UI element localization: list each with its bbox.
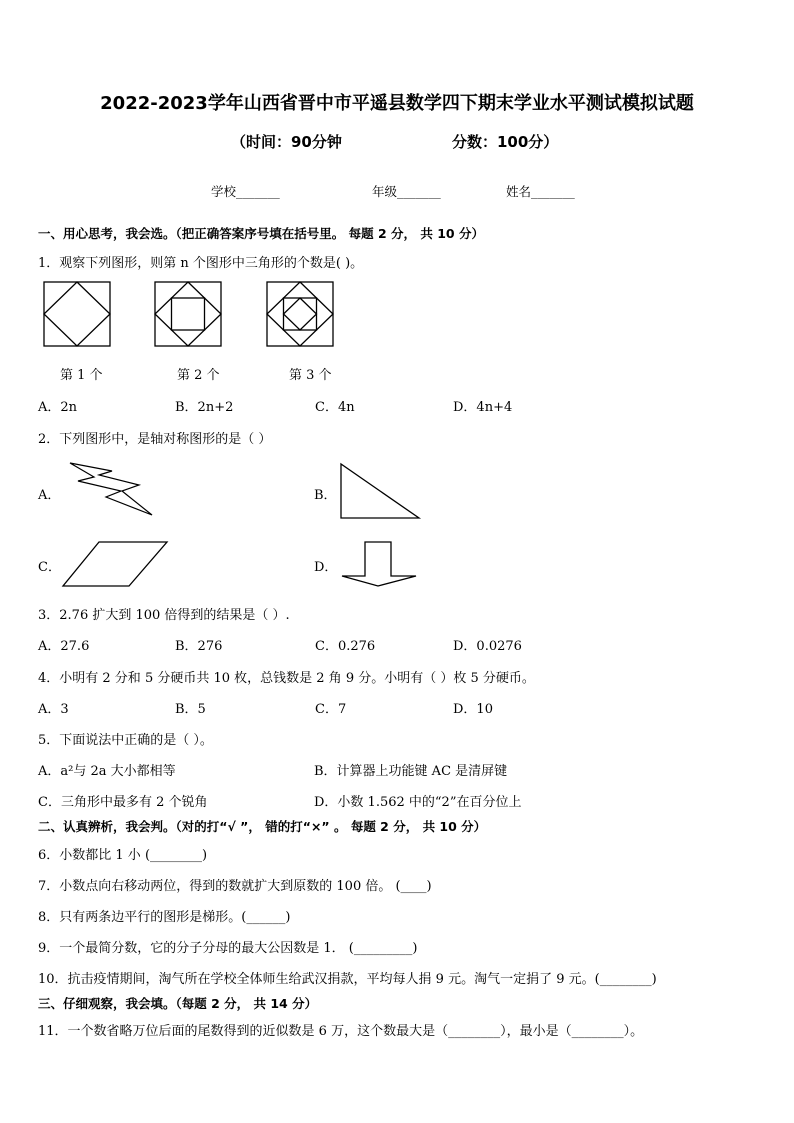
q5-option-b: B．计算器上功能键 AC 是清屏键 (314, 764, 508, 779)
q3-option-d: D．0.0276 (453, 639, 522, 654)
q1-option-a: A．2n (38, 400, 78, 415)
section3-title: 三、仔细观察，我会填。（每题 2 分， 共 14 分） (38, 996, 318, 1011)
q2-option-d: D． (314, 560, 338, 575)
page-title: 2022-2023学年山西省晋中市平遥县数学四下期末学业水平测试模拟试题 (100, 93, 694, 114)
name-field: 姓名_______ (506, 184, 575, 199)
figure-1 (43, 281, 111, 347)
q2-option-a: A． (38, 488, 61, 503)
q3-option-a: A．27.6 (38, 639, 90, 654)
q5-option-c: C．三角形中最多有 2 个锐角 (38, 795, 208, 810)
q1-option-b: B．2n+2 (175, 400, 234, 415)
parallelogram-shape (61, 540, 169, 588)
school-field: 学校_______ (211, 184, 280, 199)
question-8: 8．只有两条边平行的图形是梯形。(______) (38, 910, 291, 925)
q3-option-b: B．276 (175, 639, 223, 654)
question-6: 6．小数都比 1 小 (________) (38, 848, 208, 863)
question-1: 1．观察下列图形，则第 n 个图形中三角形的个数是( )。 (38, 256, 364, 271)
section1-title: 一、用心思考，我会选。（把正确答案序号填在括号里。 每题 2 分， 共 10 分） (38, 226, 484, 241)
q3-option-c: C．0.276 (315, 639, 376, 654)
question-9: 9．一个最简分数，它的分子分母的最大公因数是 1． (_________) (38, 941, 418, 956)
question-5: 5．下面说法中正确的是（ ）。 (38, 733, 213, 748)
q2-option-c: C． (38, 560, 61, 575)
exam-score: 分数：100分） (452, 133, 559, 151)
q5-option-d: D．小数 1.562 中的“2”在百分位上 (314, 795, 522, 810)
figure-3 (266, 281, 334, 347)
q4-option-c: C．7 (315, 702, 347, 717)
question-7: 7．小数点向右移动两位，得到的数就扩大到原数的 100 倍。 (____) (38, 879, 432, 894)
lightning-shape (64, 461, 156, 517)
grade-field: 年级_______ (372, 184, 441, 199)
question-3: 3．2.76 扩大到 100 倍得到的结果是（ ）. (38, 608, 290, 623)
q4-option-d: D．10 (453, 702, 493, 717)
q4-option-b: B．5 (175, 702, 206, 717)
question-10: 10．抗击疫情期间，淘气所在学校全体师生给武汉捐款，平均每人捐 9 元。淘气一定捐了 9 元。(________) (38, 972, 657, 987)
q4-option-a: A．3 (38, 702, 69, 717)
question-4: 4．小明有 2 分和 5 分硬币共 10 枚，总钱数是 2 角 9 分。小明有（ ）枚 5 分硬币。 (38, 671, 535, 686)
right-triangle-shape (339, 462, 421, 520)
q1-option-d: D．4n+4 (453, 400, 513, 415)
section2-title: 二、认真辨析，我会判。（对的打“√ ”， 错的打“×” 。 每题 2 分， 共 10 分） (38, 819, 487, 834)
q5-option-a: A．a²与 2a 大小都相等 (38, 764, 176, 779)
question-2: 2．下列图形中，是轴对称图形的是（ ） (38, 432, 272, 447)
question-11: 11．一个数省略万位后面的尾数得到的近似数是 6 万，这个数最大是（________），最小是（________）。 (38, 1024, 644, 1039)
figure-2-label: 第 2 个 (177, 368, 220, 383)
figure-1-label: 第 1 个 (60, 368, 103, 383)
figure-2 (154, 281, 222, 347)
figure-3-label: 第 3 个 (289, 368, 332, 383)
exam-time: （时间：90分钟 (231, 133, 342, 151)
arrow-shape (340, 540, 418, 588)
q1-option-c: C．4n (315, 400, 355, 415)
q2-option-b: B． (314, 488, 337, 503)
